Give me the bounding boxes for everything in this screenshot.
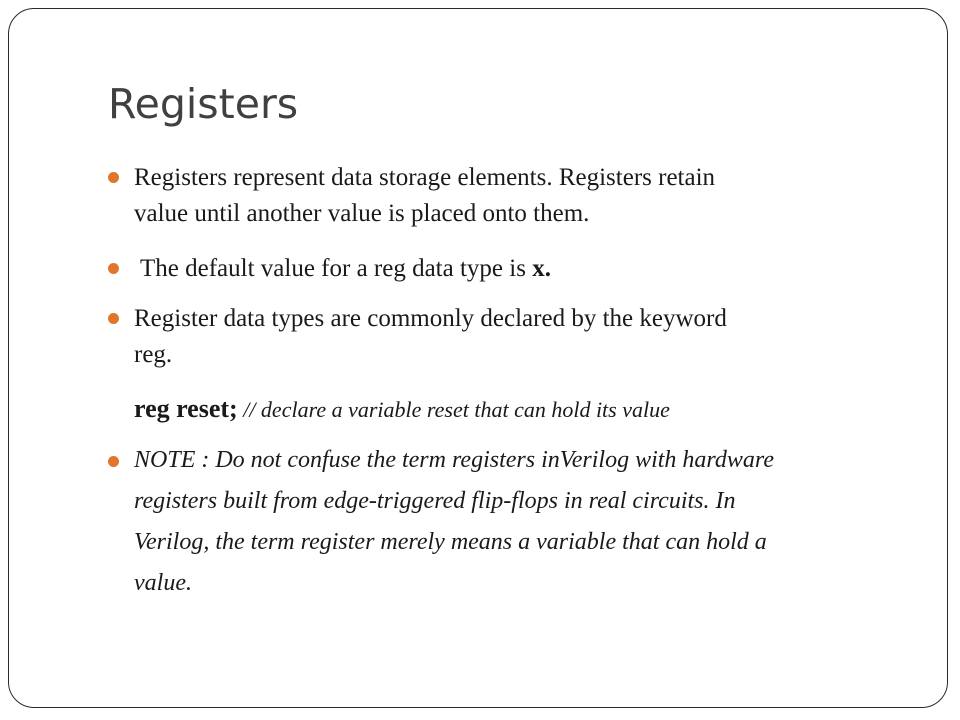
slide-title: Registers	[108, 80, 299, 128]
default-value-x: x.	[532, 255, 551, 282]
bullet-3-line-1: Register data types are commonly declared by the keyword	[134, 305, 727, 332]
bullet-1-line-2: value until another value is placed onto them.	[134, 200, 590, 227]
bullet-3-line-2: reg.	[134, 341, 173, 368]
note-line-2: registers built from edge-triggered flip-flops in real circuits. In	[134, 488, 736, 514]
bullet-marker	[108, 456, 119, 467]
bullet-marker	[108, 313, 119, 324]
note-line-4: value.	[134, 570, 192, 596]
bullet-2-text: The default value for a reg data type is	[140, 255, 533, 282]
code-example	[134, 394, 670, 424]
code-comment: // declare a variable reset that can hold its value	[237, 397, 670, 422]
bullet-marker	[108, 172, 119, 183]
note-line-1: NOTE : Do not confuse the term registers inVerilog with hardware	[134, 447, 774, 473]
code-statement: reg reset;	[134, 394, 238, 423]
bullet-marker	[108, 263, 119, 274]
note-line-3: Verilog, the term register merely means a variable that can hold a	[134, 529, 767, 555]
bullet-2-line	[140, 255, 551, 283]
bullet-1-line-1: Registers represent data storage elements. Registers retain	[134, 164, 716, 191]
